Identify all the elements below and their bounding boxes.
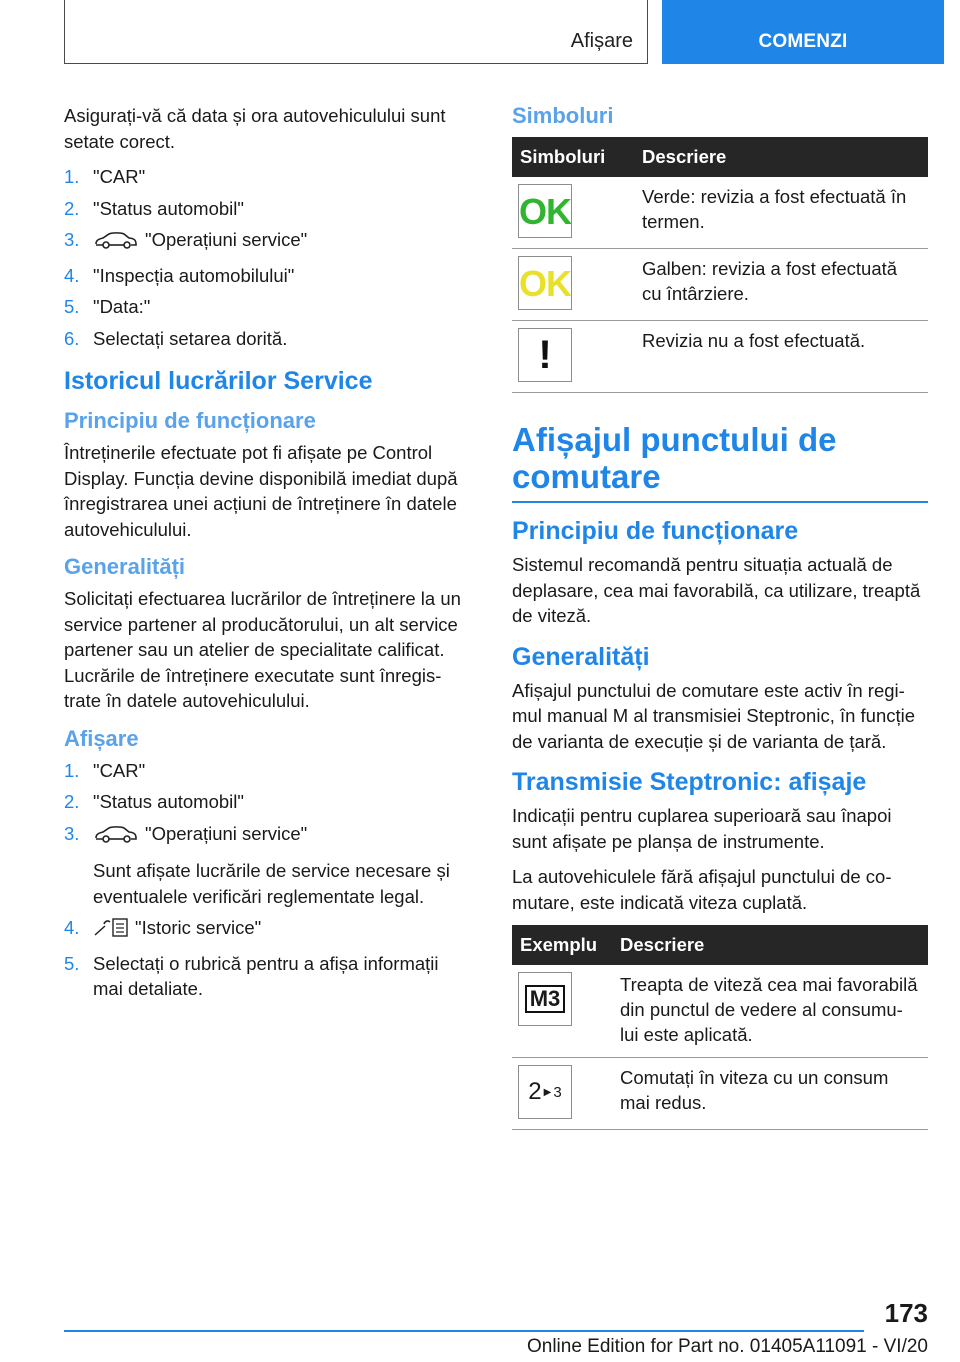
symbols-table — [512, 137, 928, 393]
footer-edition: Online Edition for Part no. 01405A11091 - VI/20 — [526, 1336, 928, 1357]
table-row: OK Galben: revizia a fost efectuată cu întârziere. — [512, 249, 928, 321]
table-row: 2 ▶ 3 Comutați în viteza cu un consum mai redus. — [512, 1058, 928, 1130]
table-row: ! Revizia nu a fost efectuată. — [512, 321, 928, 393]
steps-list-history — [64, 758, 470, 1002]
table-header: Descriere — [634, 137, 928, 177]
steptronic-text: Indicații pentru cuplarea superioară sau înapoi sunt afișate pe planșa de instrumente. — [512, 805, 892, 852]
steptronic-title: Transmisie Steptronic: afișaje — [512, 768, 867, 796]
table-header: Descriere — [612, 925, 928, 965]
exclamation-icon: ! — [518, 328, 572, 382]
shift-indicator-title: Afișajul punctului de comutare — [512, 421, 928, 503]
table-header: Exemplu — [512, 925, 612, 965]
footer-divider — [64, 1330, 864, 1332]
list-item: 1. "CAR" — [64, 759, 146, 781]
header-section-box — [64, 0, 648, 64]
left-column — [64, 103, 470, 1016]
ok-green-icon: OK — [518, 184, 572, 238]
list-item: 5. "Data:" — [64, 296, 151, 317]
display-title: Afișare — [64, 725, 139, 751]
principle-title: Principiu de funcționare — [512, 517, 799, 545]
page-number: 173 — [884, 1298, 928, 1328]
steptronic-text: La autovehiculele fără afișajul punctului de co‐mutare, este indicată viteza cuplată. — [512, 866, 892, 913]
general-text: Solicitați efectuarea lucrărilor de întreținere la un service partener al producătorului, un alt service partener sau un atelier de specialitate calificat. Lucrările de întreținere executate sunt înregis‐trate în datele autovehiculului. — [64, 588, 461, 711]
header-chapter-tab[interactable] — [662, 0, 944, 64]
step-extra-text: Sunt afișate lucrările de service necesare și eventualele verificări reglementate legal. — [93, 860, 450, 907]
table-row: OK Verde: revizia a fost efectuată în termen. — [512, 177, 928, 249]
table-row: M3 Treapta de viteză cea mai favorabilă din punctul de vedere al consumu‐lui este aplicată. — [512, 965, 928, 1058]
general-title: Generalități — [512, 642, 650, 671]
list-item: 5. Selectați o rubrică pentru a afișa informații mai detaliate. — [64, 952, 439, 999]
symbols-title: Simboluri — [512, 103, 614, 128]
list-item: 2. "Status automobil" — [64, 197, 244, 219]
list-item: 1. "CAR" — [64, 166, 146, 187]
principle-text: Întreținerile efectuate pot fi afișate pe Control Display. Funcția devine disponibilă imediat după înregistrarea unei acțiuni de întreținere în datele autovehiculului. — [64, 442, 458, 540]
table-header: Simboluri — [512, 137, 634, 177]
steps-list-date — [64, 164, 470, 351]
list-item: 3. "Operațiuni service" — [64, 227, 470, 257]
list-item: 4. "Istoric service" — [64, 915, 470, 945]
header-section-title: Afișare — [570, 30, 633, 52]
general-text: Afișajul punctului de comutare este activ în regi‐mul manual M al transmisiei Steptronic, în funcție de varianta de execuție și de varianta de țară. — [512, 679, 916, 752]
ok-yellow-icon: OK — [518, 256, 572, 310]
gear-m3-icon: M3 — [518, 972, 572, 1026]
principle-title: Principiu de funcționare — [64, 408, 316, 433]
list-item: 6. Selectați setarea dorită. — [64, 327, 288, 349]
list-item: 3. "Operațiuni service" Sunt afișate lucrările de service necesare și eventualele verificări reglementate legal. — [64, 821, 470, 910]
right-column — [512, 103, 928, 1142]
shift-2-3-icon: 2 ▶ 3 — [518, 1065, 572, 1119]
service-history-icon — [93, 916, 129, 945]
list-item: 4. "Inspecția automobilului" — [64, 264, 295, 286]
history-title: Istoricul lucrărilor Service — [64, 367, 373, 395]
car-icon — [93, 824, 139, 851]
header-chapter-title: COMENZI — [758, 31, 848, 52]
general-title: Generalități — [64, 554, 186, 579]
car-icon — [93, 230, 139, 257]
principle-text: Sistemul recomandă pentru situația actuală de deplasare, cea mai favorabilă, ca utilizare, treaptă de viteză. — [512, 554, 921, 626]
example-table — [512, 925, 928, 1130]
list-item: 2. "Status automobil" — [64, 791, 244, 812]
intro-text: Asigurați-vă că data și ora autovehiculului sunt setate corect. — [64, 105, 446, 152]
